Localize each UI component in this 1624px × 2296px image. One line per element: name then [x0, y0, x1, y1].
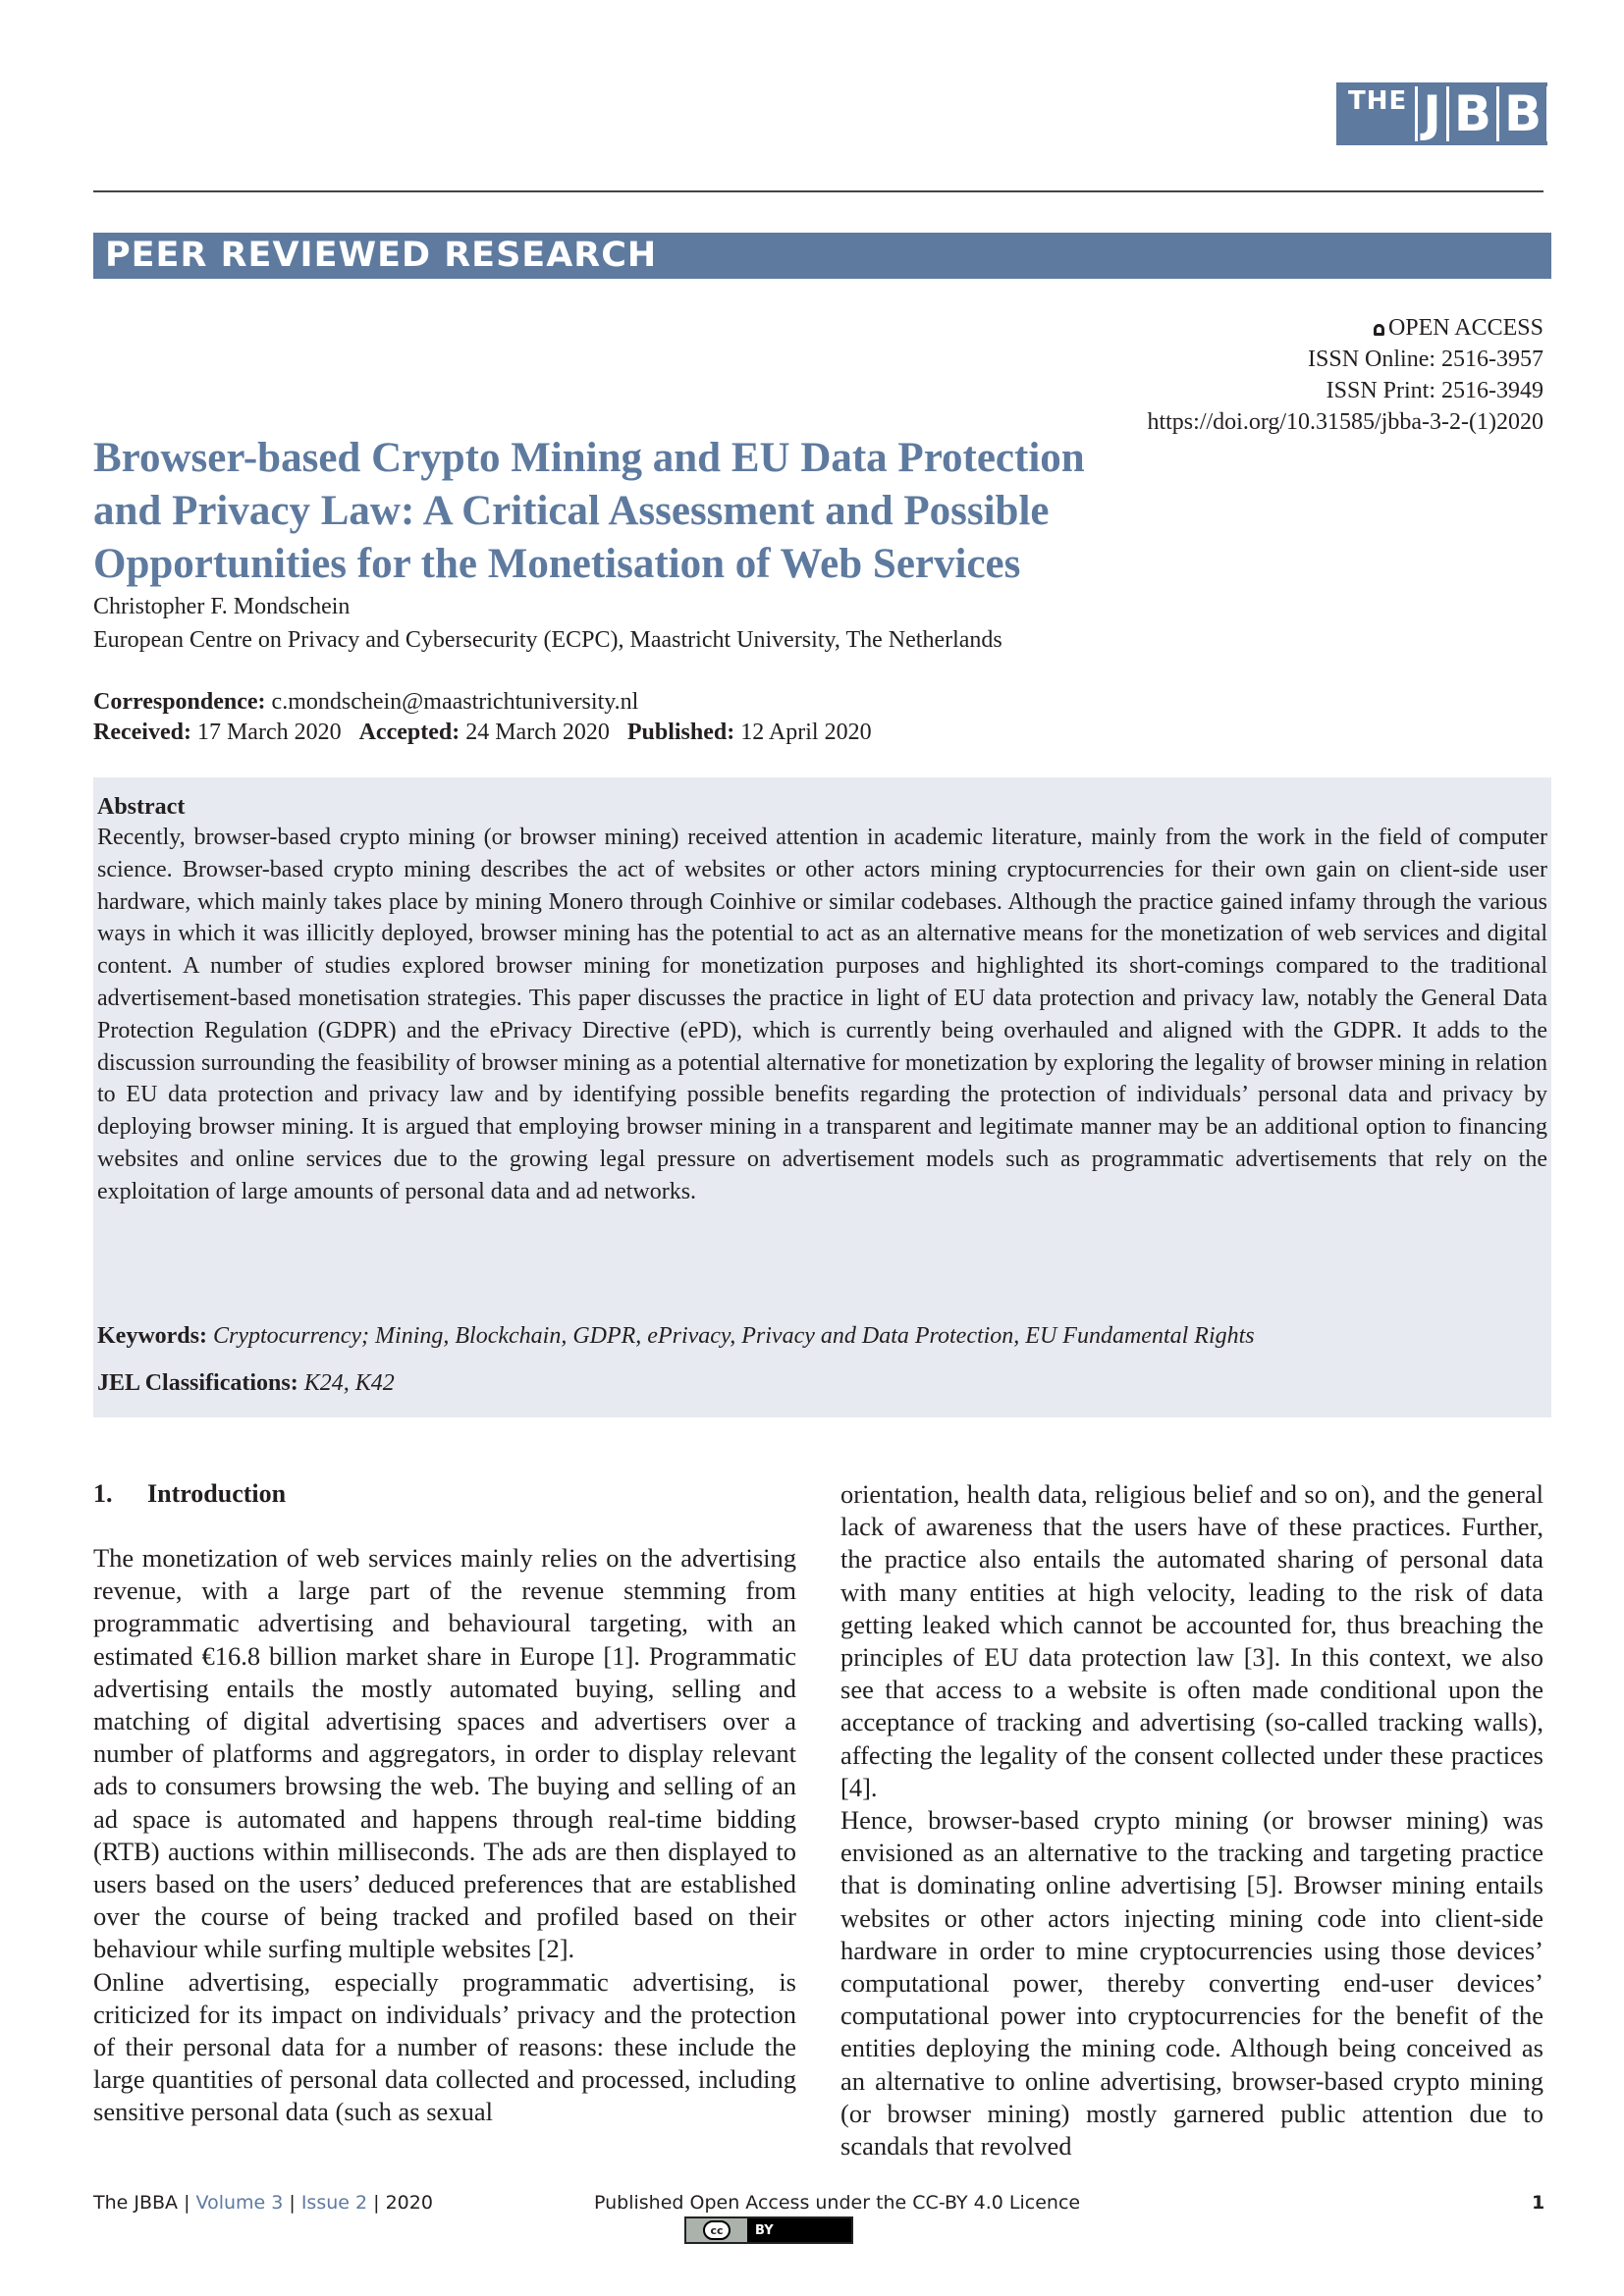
- correspondence: [93, 686, 638, 718]
- abstract-box: [93, 777, 1551, 1417]
- open-access-label: OPEN ACCESS: [1387, 315, 1543, 341]
- jel-value: K24, K42: [298, 1370, 395, 1396]
- paragraph: orientation, health data, religious belief and so on), and the general lack of awareness that the users have of these practices. Further, the practice also entails the automated sharing of personal data with many entities at high velocity, leading to the risk of data getting leaked which cannot be accounted for, thus breaching the principles of EU data protection law [3]. In this context, we also see that access to a website is often made conditional upon the acceptance of tracking and advertising (so-called tracking walls), affecting the legality of the consent collected under these practices [4].: [840, 1479, 1543, 1802]
- by-label: BY: [755, 2222, 774, 2238]
- paragraph: Online advertising, especially programmatic advertising, is criticized for its impact on individuals’ privacy and the protection of their personal data for a number of reasons: these include the large quantities of personal data collected and processed, including sensitive personal data (such as sexual: [93, 1966, 796, 2127]
- accepted-date: 24 March 2020: [460, 720, 610, 745]
- received-date: 17 March 2020: [190, 720, 342, 745]
- logo-prefix: THE: [1348, 86, 1408, 116]
- received-label: Received:: [93, 720, 191, 745]
- doi-link[interactable]: https://doi.org/10.31585/jbba-3-2-(1)2020: [1147, 409, 1543, 435]
- open-lock-icon: [1374, 324, 1384, 336]
- article-meta: [1147, 312, 1543, 438]
- section-number: 1.: [93, 1479, 113, 1508]
- body-column-left: [93, 1477, 796, 2129]
- footer-licence: Published Open Access under the CC-BY 4.0 Licence: [594, 2192, 1081, 2214]
- logo-letter: A: [1546, 86, 1597, 141]
- title-line: Opportunities for the Monetisation of Web Services: [93, 541, 1021, 587]
- cc-icon: cc: [703, 2220, 731, 2240]
- logo-letter: B: [1446, 86, 1496, 141]
- article-dates: [93, 717, 872, 748]
- abstract-heading: Abstract: [97, 794, 186, 820]
- keywords: [97, 1320, 1255, 1352]
- section-title: Introduction: [147, 1479, 287, 1508]
- issn-print: ISSN Print: 2516-3949: [1326, 378, 1543, 403]
- author-name: Christopher F. Mondschein: [93, 594, 351, 619]
- title-line: and Privacy Law: A Critical Assessment and Possible: [93, 488, 1050, 534]
- correspondence-label: Correspondence:: [93, 689, 266, 715]
- keywords-value: Cryptocurrency; Mining, Blockchain, GDPR, ePrivacy, Privacy and Data Protection, EU Fundamental Rights: [206, 1323, 1255, 1349]
- logo-letter: B: [1496, 86, 1546, 141]
- open-access-line: [1147, 312, 1543, 344]
- paper-title: [93, 432, 1272, 591]
- logo-letter: J: [1415, 86, 1446, 141]
- jel-classifications: [97, 1367, 395, 1399]
- body-column-right: [840, 1478, 1543, 2163]
- accepted-label: Accepted:: [358, 720, 460, 745]
- published-label: Published:: [626, 720, 735, 745]
- abstract-text: Recently, browser-based crypto mining (or browser mining) received attention in academic literature, mainly from the work in the field of computer science. Browser-based crypto mining describes the act of websites or other actors mining cryptocurrencies for their own gain on client-side user hardware, which mainly takes place by mining Monero through Coinhive or similar codebases. Although the practice gained infamy through the various ways in which it was illicitly deployed, browser mining has the potential to act as an alternative means for the monetization of web services and digital content. A number of studies explored browser mining for monetization purposes and highlighted its short-comings compared to the traditional advertisement-based monetisation strategies. This paper discusses the practice in light of EU data protection and privacy law, notably the General Data Protection Regulation (GDPR) and the ePrivacy Directive (ePD), which is currently being overhauled and aligned with the GDPR. It adds to the discussion surrounding the feasibility of browser mining as a potential alternative for monetization by exploring the legality of browser mining in relation to EU data protection and privacy law and by identifying possible benefits regarding the protection of individuals’ personal data and privacy by deploying browser mining. It is argued that employing browser mining in a transparent and legitimate manner may be an additional option to financing websites and online services due to the growing legal pressure on advertisement models such as programmatic advertisements that rely on the exploitation of large amounts of personal data and ad networks.: [97, 825, 1547, 1204]
- section-banner: PEER REVIEWED RESEARCH: [93, 233, 1551, 279]
- paragraph: Hence, browser-based crypto mining (or browser mining) was envisioned as an alternative to the tracking and targeting practice that is dominating online advertising [5]. Browser mining entails websites or other actors injecting mining code into client-side hardware in order to mine cryptocurrencies using those devices’ computational power, thereby converting end-user devices’ computational power into cryptocurrencies for the benefit of the entities deploying the mining code. Although being conceived as an alternative to online advertising, browser-based crypto mining (or browser mining) mostly garnered public attention due to scandals that revolved: [840, 1805, 1543, 2162]
- paragraph: The monetization of web services mainly relies on the advertising revenue, with a large part of the revenue stemming from programmatic advertising and behavioural targeting, with an estimated €16.8 billion market share in Europe [1]. Programmatic advertising entails the mostly automated buying, selling and matching of digital advertising spaces and advertisers over a number of platforms and aggregators, in order to display relevant ads to consumers browsing the web. The buying and selling of an ad space is automated and happens through real-time bidding (RTB) auctions within milliseconds. The ads are then displayed to users based on the users’ deduced preferences that are established over the course of being tracked and profiled based on their behaviour while surfing multiple websites [2].: [93, 1543, 796, 1964]
- author-affiliation: European Centre on Privacy and Cybersecurity (ECPC), Maastricht University, The Netherlands: [93, 627, 1002, 653]
- footer-separator: |: [178, 2192, 196, 2214]
- footer-separator: |: [367, 2192, 386, 2214]
- keywords-label: Keywords:: [97, 1323, 207, 1349]
- page-number: 1: [1532, 2192, 1545, 2214]
- logo-letters: [1415, 86, 1597, 141]
- title-line: Browser-based Crypto Mining and EU Data Protection: [93, 435, 1085, 481]
- correspondence-email[interactable]: c.mondschein@maastrichtuniversity.nl: [265, 689, 639, 715]
- journal-logo: [1336, 82, 1593, 145]
- published-date: 12 April 2020: [734, 720, 872, 745]
- footer-separator: |: [283, 2192, 301, 2214]
- cc-icon-area: [686, 2218, 747, 2242]
- footer-year: 2020: [385, 2192, 433, 2214]
- footer-volume: Volume 3: [195, 2192, 284, 2214]
- issn-online: ISSN Online: 2516-3957: [1308, 347, 1543, 372]
- footer-issue: Issue 2: [300, 2192, 368, 2214]
- jel-label: JEL Classifications:: [97, 1370, 298, 1396]
- footer-journal: The JBBA: [93, 2192, 179, 2214]
- header-rule: [93, 190, 1543, 192]
- section-heading: [93, 1477, 796, 1510]
- cc-by-badge[interactable]: [684, 2216, 853, 2244]
- footer-citation: [93, 2191, 433, 2215]
